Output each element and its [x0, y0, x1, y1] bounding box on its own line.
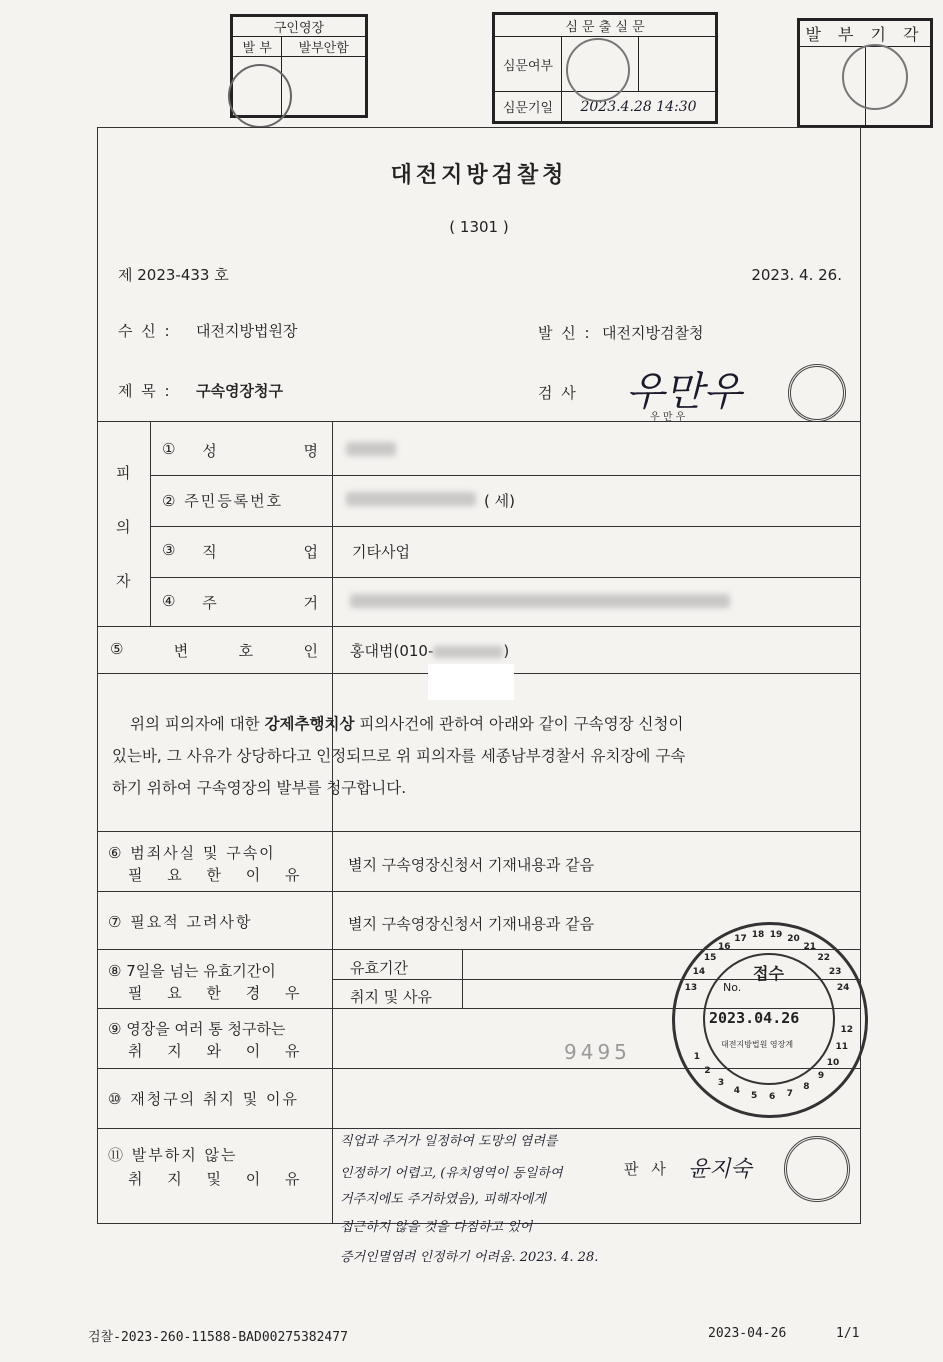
job-value: 기타사업	[352, 543, 410, 561]
body-line-2: 있는바, 그 사유가 상당하다고 인정되므로 위 피의자를 세종남부경찰서 유치장에 구속	[112, 747, 686, 765]
validity-label: 유효기간	[350, 959, 408, 977]
hour-number: 1	[693, 1051, 700, 1062]
item10-label: ⑩ 재청구의 취지 및 이유	[108, 1090, 299, 1108]
reason-label: 취지 및 사유	[350, 988, 432, 1006]
received-title: 접수	[753, 964, 784, 983]
hour-number: 20	[787, 934, 800, 945]
doc-number: 제 2023-433 호	[118, 266, 229, 284]
job-label: ③ 직 업	[162, 541, 318, 561]
suspect-side-3: 자	[116, 572, 131, 590]
lawyer-label: ⑤ 변 호 인	[110, 640, 318, 660]
item9-number: 9495	[564, 1040, 631, 1064]
footer-page: 1/1	[836, 1326, 860, 1341]
stamp-title: 심 문 출 실 문	[495, 15, 716, 37]
from-value: 대전지방검찰청	[602, 324, 704, 342]
suspect-side-2: 의	[116, 518, 131, 536]
hour-number: 22	[817, 953, 831, 964]
hour-number: 14	[692, 967, 706, 978]
hour-number: 3	[717, 1077, 725, 1088]
hour-number: 8	[803, 1081, 810, 1092]
redacted-phone	[433, 646, 503, 658]
hour-number: 10	[826, 1057, 840, 1068]
prosecutor-name: 우 만 우	[650, 412, 686, 423]
judge-note-line-2: 인정하기 어렵고, (유치영역이 동일하여	[340, 1166, 563, 1181]
address-label: ④ 주 거	[162, 592, 318, 612]
hour-number: 21	[803, 942, 816, 953]
hour-number: 15	[703, 953, 717, 964]
item7-value: 별지 구속영장신청서 기재내용과 같음	[348, 915, 595, 933]
redacted-name	[346, 442, 396, 456]
hour-number: 7	[786, 1088, 793, 1099]
item6-label-1: ⑥ 범죄사실 및 구속이	[108, 844, 276, 862]
suspect-side-1: 피	[116, 464, 131, 482]
prosecutor-seal	[788, 364, 846, 422]
item7-label: ⑦ 필요적 고려사항	[108, 913, 253, 931]
stamp-title: 구인영장	[233, 17, 366, 37]
received-office: 대전지방법원 영장계	[721, 1040, 794, 1049]
prosecutor-label: 검 사	[538, 384, 578, 402]
suspect-age: ( 세)	[484, 492, 515, 510]
item11-label-1: ⑪ 발부하지 않는	[108, 1146, 238, 1164]
redacted-id	[346, 492, 476, 506]
hour-number: 4	[733, 1086, 741, 1097]
hour-number: 13	[684, 983, 698, 994]
stamp-title: 발 부 기 각	[800, 21, 931, 47]
item8-label-1: ⑧ 7일을 넘는 유효기간이	[108, 962, 276, 980]
received-date: 2023.04.26	[709, 1009, 800, 1027]
body-line-3: 하기 위하여 구속영장의 발부를 청구합니다.	[112, 779, 407, 797]
hour-number: 2	[704, 1065, 711, 1076]
hearing-date-value: 2023.4.28 14:30	[562, 92, 716, 122]
hour-number: 17	[734, 934, 747, 945]
hour-number: 16	[718, 942, 731, 953]
judge-seal	[784, 1136, 850, 1202]
hour-number: 18	[751, 930, 765, 941]
received-no-label: No.	[723, 981, 742, 994]
stamp-not-issued: 발부안함	[282, 37, 366, 57]
from-label: 발 신 :	[538, 324, 592, 342]
stamp-issued: 발 부	[233, 37, 282, 57]
item6-value: 별지 구속영장신청서 기재내용과 같음	[348, 856, 595, 874]
doc-date: 2023. 4. 26.	[751, 266, 842, 284]
hour-number: 9	[817, 1071, 825, 1082]
hour-number: 5	[751, 1090, 758, 1101]
hour-number: 24	[836, 983, 850, 994]
hour-number: 12	[840, 1025, 854, 1036]
judge-signature: 윤지숙	[688, 1157, 752, 1182]
item8-label-2: 필 요 한 경 우	[128, 984, 310, 1002]
hearing-label: 심문여부	[495, 37, 562, 92]
body-line-1: 위의 피의자에 대한 강제추행치상 피의사건에 관하여 아래와 같이 구속영장 신청이	[130, 715, 684, 733]
item6-label-2: 필 요 한 이 유	[128, 866, 310, 884]
received-date-stamp	[672, 922, 868, 1118]
judge-note-line-4: 접근하지 않을 것을 다짐하고 있어	[340, 1220, 533, 1235]
hour-number: 11	[835, 1042, 848, 1053]
item9-label-2: 취 지 와 이 유	[128, 1042, 310, 1060]
to-label: 수 신 :	[118, 322, 172, 340]
hour-number: 19	[769, 930, 783, 941]
seal-mark	[228, 64, 292, 128]
seal-mark	[566, 38, 630, 102]
subject-value: 구속영장청구	[196, 382, 283, 400]
judge-label: 판 사	[624, 1160, 670, 1178]
judge-note-line-1: 직업과 주거가 일정하여 도망의 염려를	[340, 1134, 558, 1149]
org-code: ( 1301 )	[449, 218, 509, 236]
lawyer-value: 홍대범(010- )	[350, 642, 510, 660]
hour-number: 6	[768, 1091, 776, 1102]
hearing-date-label: 심문기일	[495, 92, 562, 122]
subject-label: 제 목 :	[118, 382, 172, 400]
item9-label-1: ⑨ 영장을 여러 통 청구하는	[108, 1020, 286, 1038]
seal-mark	[842, 44, 908, 110]
judge-note-line-5: 증거인멸염려 인정하기 어려움. 2023. 4. 28.	[340, 1250, 599, 1265]
footer-date: 2023-04-26	[708, 1326, 787, 1341]
name-label: ① 성 명	[162, 440, 318, 460]
white-patch	[428, 664, 514, 700]
org-title: 대전지방검찰청	[390, 163, 568, 188]
item11-label-2: 취 지 및 이 유	[128, 1170, 310, 1188]
id-label: ② 주민등록번호	[162, 492, 284, 510]
to-value: 대전지방법원장	[196, 322, 298, 340]
footer-doc-code: 검찰-2023-260-11588-BAD00275382477	[88, 1330, 348, 1345]
redacted-address	[350, 594, 730, 608]
hour-number: 23	[828, 967, 842, 978]
prosecutor-signature: 우만우	[626, 369, 742, 415]
judge-note-line-3: 거주지에도 주거하였음), 피해자에게	[340, 1192, 546, 1207]
